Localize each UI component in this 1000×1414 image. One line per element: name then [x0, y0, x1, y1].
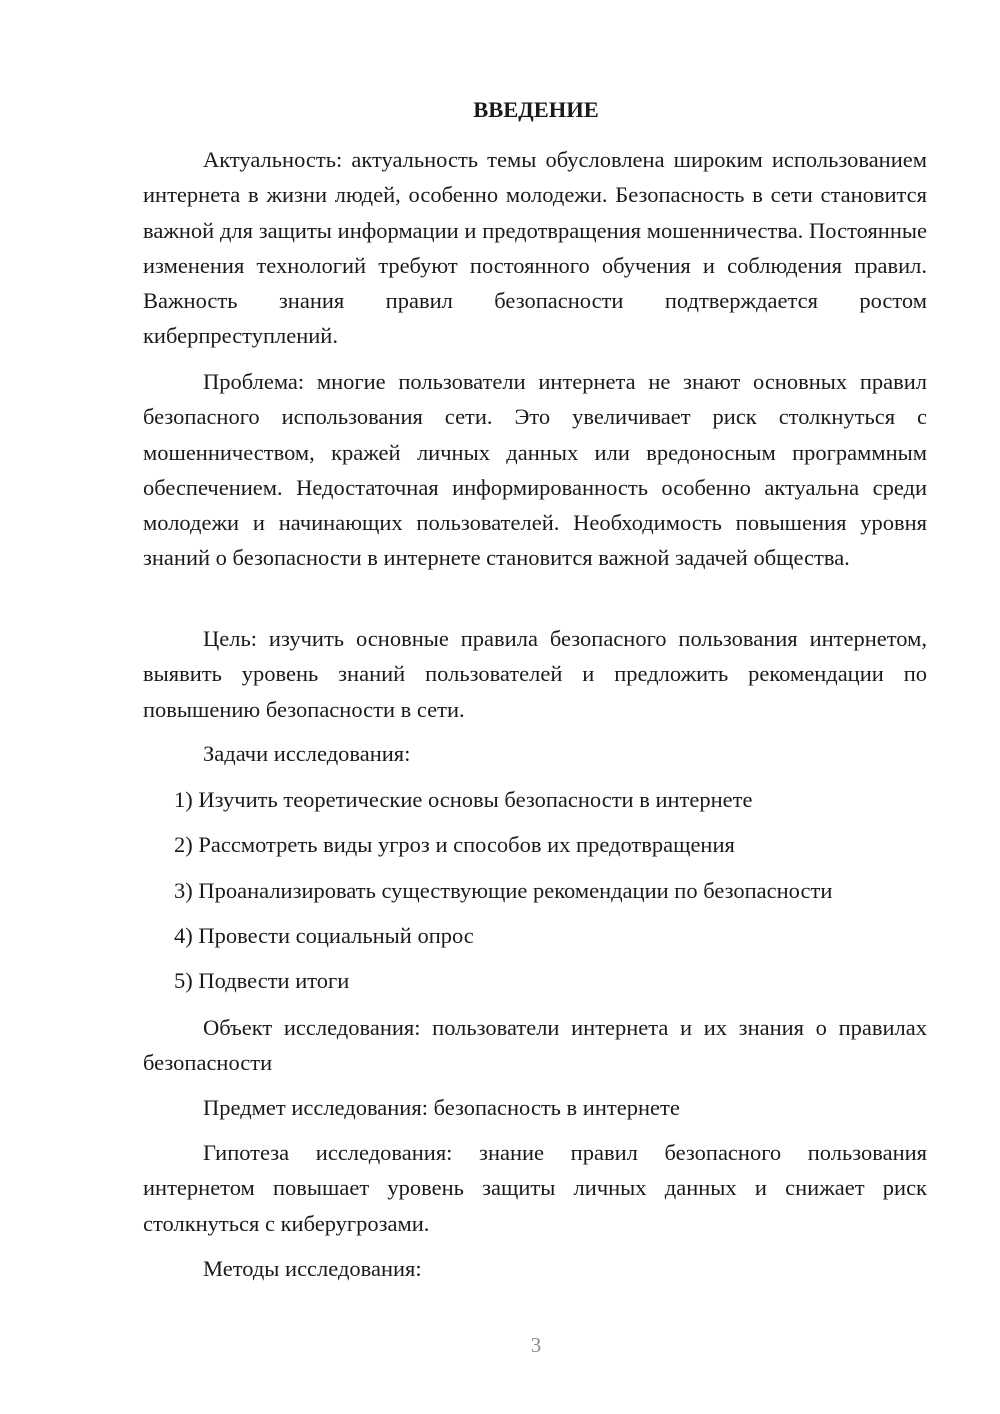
task-item-3: 3) Проанализировать существующие рекомендации по безопасности — [174, 878, 833, 903]
task-item-1: 1) Изучить теоретические основы безопасности в интернете — [174, 787, 753, 812]
problem-paragraph: Проблема: многие пользователи интернета не знают основных правил безопасного использования сети. Это увеличивает риск столкнуться с мошенничеством, кражей личных данных или вредоносным программным обеспечением. Недостаточная информированность особенно актуальна среди молодежи и начинающих пользователей. Необходимость повышения уровня знаний о безопасности в интернете становится важной задачей общества. — [143, 369, 927, 571]
page-number: 3 — [530, 1333, 542, 1357]
tasks-heading: Задачи исследования: — [203, 741, 411, 766]
task-item-4: 4) Провести социальный опрос — [174, 923, 474, 948]
page-title: ВВЕДЕНИЕ — [473, 97, 599, 122]
object-paragraph: Объект исследования: пользователи интернета и их знания о правилах безопасности — [143, 1015, 927, 1076]
task-item-2: 2) Рассмотреть виды угроз и способов их предотвращения — [174, 832, 735, 857]
subject-line: Предмет исследования: безопасность в интернете — [203, 1095, 680, 1120]
methods-heading: Методы исследования: — [203, 1256, 422, 1281]
goal-paragraph: Цель: изучить основные правила безопасного пользования интернетом, выявить уровень знаний пользователей и предложить рекомендации по повышению безопасности в сети. — [143, 626, 927, 722]
task-item-5: 5) Подвести итоги — [174, 968, 350, 993]
hypothesis-paragraph: Гипотеза исследования: знание правил безопасного пользования интернетом повышает уровень защиты личных данных и снижает риск столкнуться с киберугрозами. — [143, 1140, 927, 1236]
relevance-paragraph: Актуальность: актуальность темы обусловлена широким использованием интернета в жизни людей, особенно молодежи. Безопасность в сети становится важной для защиты информации и предотвращения мошенничества. Постоянные изменения технологий требуют постоянного обучения и соблюдения правил. Важность знания правил безопасности подтверждается ростом киберпреступлений. — [143, 147, 927, 349]
